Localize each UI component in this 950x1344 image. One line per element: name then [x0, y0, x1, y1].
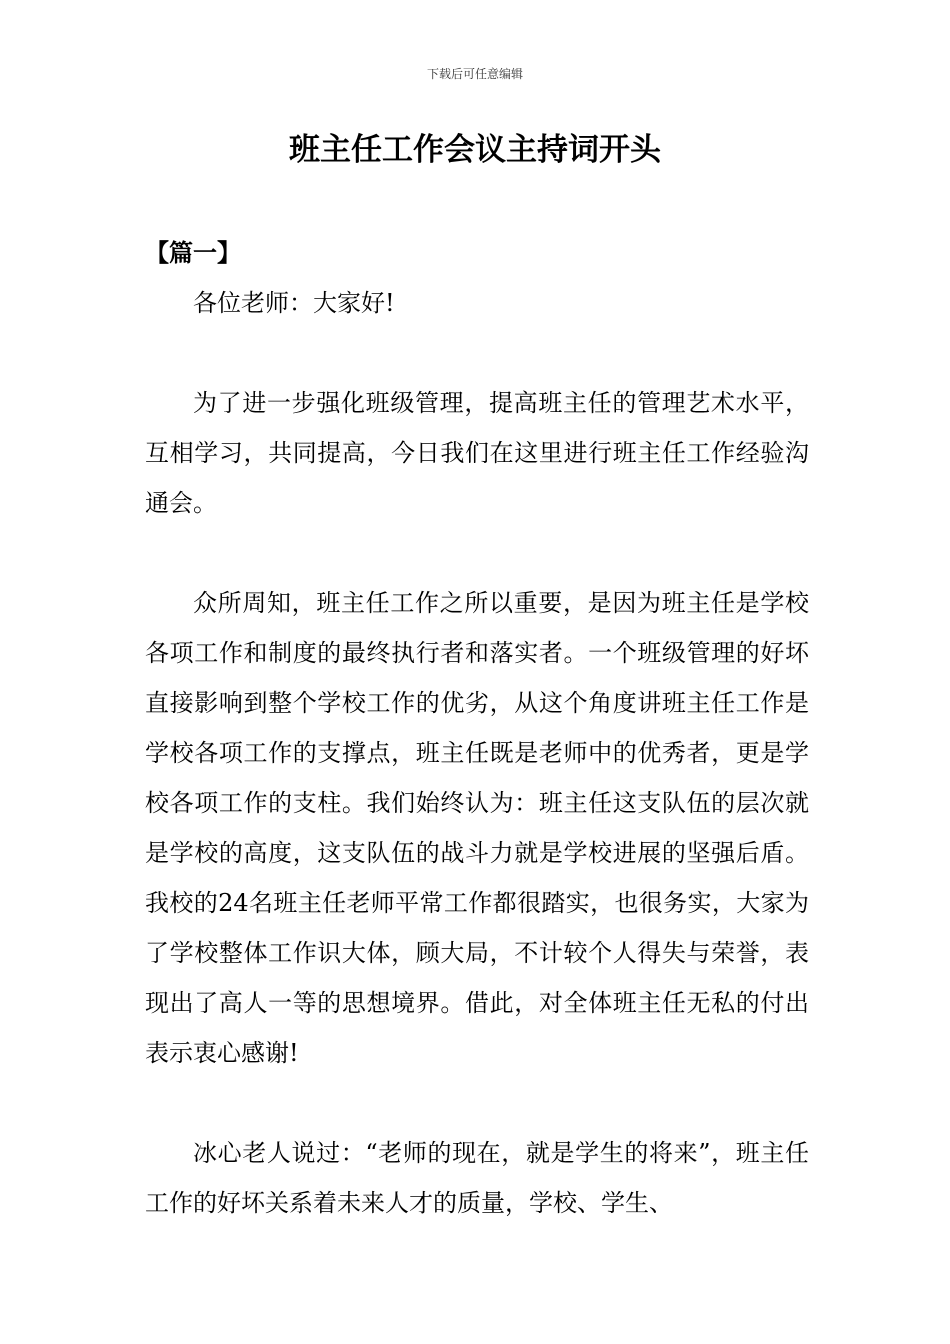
paragraph-1: 为了进一步强化班级管理，提高班主任的管理艺术水平，互相学习，共同提高，今日我们在这里进行班主任工作经验沟通会。: [145, 389, 809, 517]
document-body: [145, 228, 809, 1228]
document-title: 班主任工作会议主持词开头: [289, 132, 661, 168]
paragraph-gap: [145, 328, 809, 378]
paragraph-3: 冰心老人说过：“老师的现在，就是学生的将来”，班主任工作的好坏关系着未来人才的质量，学校、学生、: [145, 1139, 809, 1217]
greeting: 各位老师：大家好!: [193, 289, 395, 317]
header-note: 下载后可任意编辑: [426, 67, 523, 81]
paragraph-2: 众所周知，班主任工作之所以重要，是因为班主任是学校各项工作和制度的最终执行者和落实者。一个班级管理的好坏直接影响到整个学校工作的优劣，从这个角度讲班主任工作是学校各项工作的支撑点，班主任既是老师中的优秀者，更是学校各项工作的支柱。我们始终认为：班主任这支队伍的层次就是学校的高度，这支队伍的战斗力就是学校进展的坚强后盾。我校的24名班主任老师平常工作都很踏实，也很务实，大家为了学校整体工作识大体，顾大局，不计较个人得失与荣誉，表现出了高人一等的思想境界。借此，对全体班主任无私的付出表示衷心感谢!: [145, 589, 809, 1067]
paragraph-gap: [145, 528, 809, 578]
section-label: 【篇一】: [145, 238, 241, 267]
paragraph-gap: [145, 1078, 809, 1128]
